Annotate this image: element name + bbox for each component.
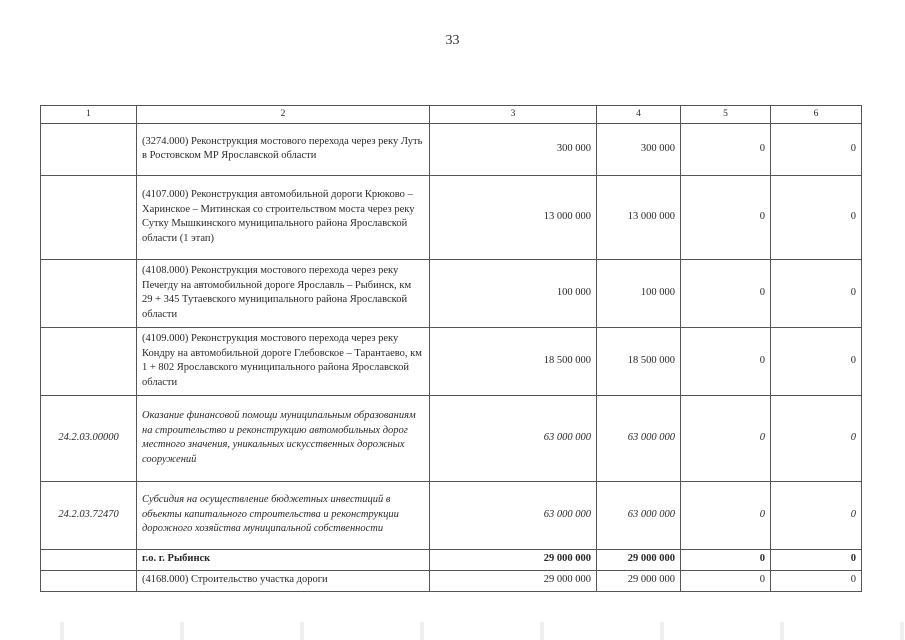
row-amount-cell: 18 500 000 <box>430 327 597 395</box>
row-amount-cell: 13 000 000 <box>430 175 597 259</box>
row-amount-cell: 0 <box>771 259 862 327</box>
row-code-cell <box>41 549 137 570</box>
row-code-cell <box>41 327 137 395</box>
row-amount-cell: 63 000 000 <box>597 395 681 481</box>
row-code-cell <box>41 123 137 175</box>
row-amount-cell: 0 <box>681 570 771 591</box>
row-amount-cell: 300 000 <box>597 123 681 175</box>
row-amount-cell: 0 <box>681 481 771 549</box>
column-header: 5 <box>681 106 771 124</box>
column-header: 1 <box>41 106 137 124</box>
table-row <box>41 395 862 481</box>
row-name-cell: (4107.000) Реконструкция автомобильной дороги Крюково – Харинское – Митинская со строительством моста через реку Сутку Мышкинского муниципального района Ярославской области (1 этап) <box>137 175 430 259</box>
row-code-cell <box>41 570 137 591</box>
row-amount-cell: 0 <box>771 175 862 259</box>
row-name-cell: (4108.000) Реконструкция мостового перехода через реку Печегду на автомобильной дороге Ярославль – Рыбинск, км 29 + 345 Тутаевского муниципального района Ярославской области <box>137 259 430 327</box>
row-amount-cell: 100 000 <box>430 259 597 327</box>
row-name-cell: (3274.000) Реконструкция мостового перехода через реку Луть в Ростовском МР Ярославской области <box>137 123 430 175</box>
row-amount-cell: 0 <box>681 327 771 395</box>
table-row <box>41 175 862 259</box>
row-code-cell <box>41 175 137 259</box>
row-amount-cell: 63 000 000 <box>597 481 681 549</box>
row-amount-cell: 63 000 000 <box>430 395 597 481</box>
row-amount-cell: 0 <box>681 123 771 175</box>
row-amount-cell: 0 <box>771 481 862 549</box>
column-header: 6 <box>771 106 862 124</box>
row-amount-cell: 0 <box>771 327 862 395</box>
column-header: 2 <box>137 106 430 124</box>
row-name-cell: Субсидия на осуществление бюджетных инвестиций в объекты капитального строительства и реконструкции дорожного хозяйства муниципальной собственности <box>137 481 430 549</box>
row-amount-cell: 0 <box>681 259 771 327</box>
table-row <box>41 549 862 570</box>
row-amount-cell: 29 000 000 <box>430 549 597 570</box>
row-amount-cell: 300 000 <box>430 123 597 175</box>
row-amount-cell: 0 <box>771 395 862 481</box>
table-row <box>41 570 862 591</box>
row-amount-cell: 13 000 000 <box>597 175 681 259</box>
row-code-cell <box>41 259 137 327</box>
row-amount-cell: 0 <box>681 395 771 481</box>
row-amount-cell: 0 <box>771 549 862 570</box>
table-header-row <box>41 106 862 124</box>
row-amount-cell: 29 000 000 <box>597 549 681 570</box>
page-number: 33 <box>445 33 460 48</box>
row-amount-cell: 0 <box>681 549 771 570</box>
row-amount-cell: 0 <box>681 175 771 259</box>
row-amount-cell: 100 000 <box>597 259 681 327</box>
row-amount-cell: 29 000 000 <box>430 570 597 591</box>
row-name-cell: г.о. г. Рыбинск <box>137 549 430 570</box>
row-code-cell: 24.2.03.72470 <box>41 481 137 549</box>
table-row <box>41 481 862 549</box>
row-name-cell: (4109.000) Реконструкция мостового перехода через реку Кондру на автомобильной дороге Глебовское – Тарантаево, км 1 + 802 Ярославского муниципального района Ярославской области <box>137 327 430 395</box>
row-amount-cell: 18 500 000 <box>597 327 681 395</box>
row-amount-cell: 0 <box>771 570 862 591</box>
row-amount-cell: 0 <box>771 123 862 175</box>
row-name-cell: Оказание финансовой помощи муниципальным образованиям на строительство и реконструкцию автомобильных дорог местного значения, уникальных искусственных дорожных сооружений <box>137 395 430 481</box>
column-header: 3 <box>430 106 597 124</box>
column-header: 4 <box>597 106 681 124</box>
row-amount-cell: 63 000 000 <box>430 481 597 549</box>
row-amount-cell: 29 000 000 <box>597 570 681 591</box>
table-row <box>41 123 862 175</box>
table-row <box>41 327 862 395</box>
scan-noise <box>0 622 905 640</box>
row-code-cell: 24.2.03.00000 <box>41 395 137 481</box>
table-row <box>41 259 862 327</box>
budget-table <box>40 105 862 592</box>
row-name-cell: (4168.000) Строительство участка дороги <box>137 570 430 591</box>
